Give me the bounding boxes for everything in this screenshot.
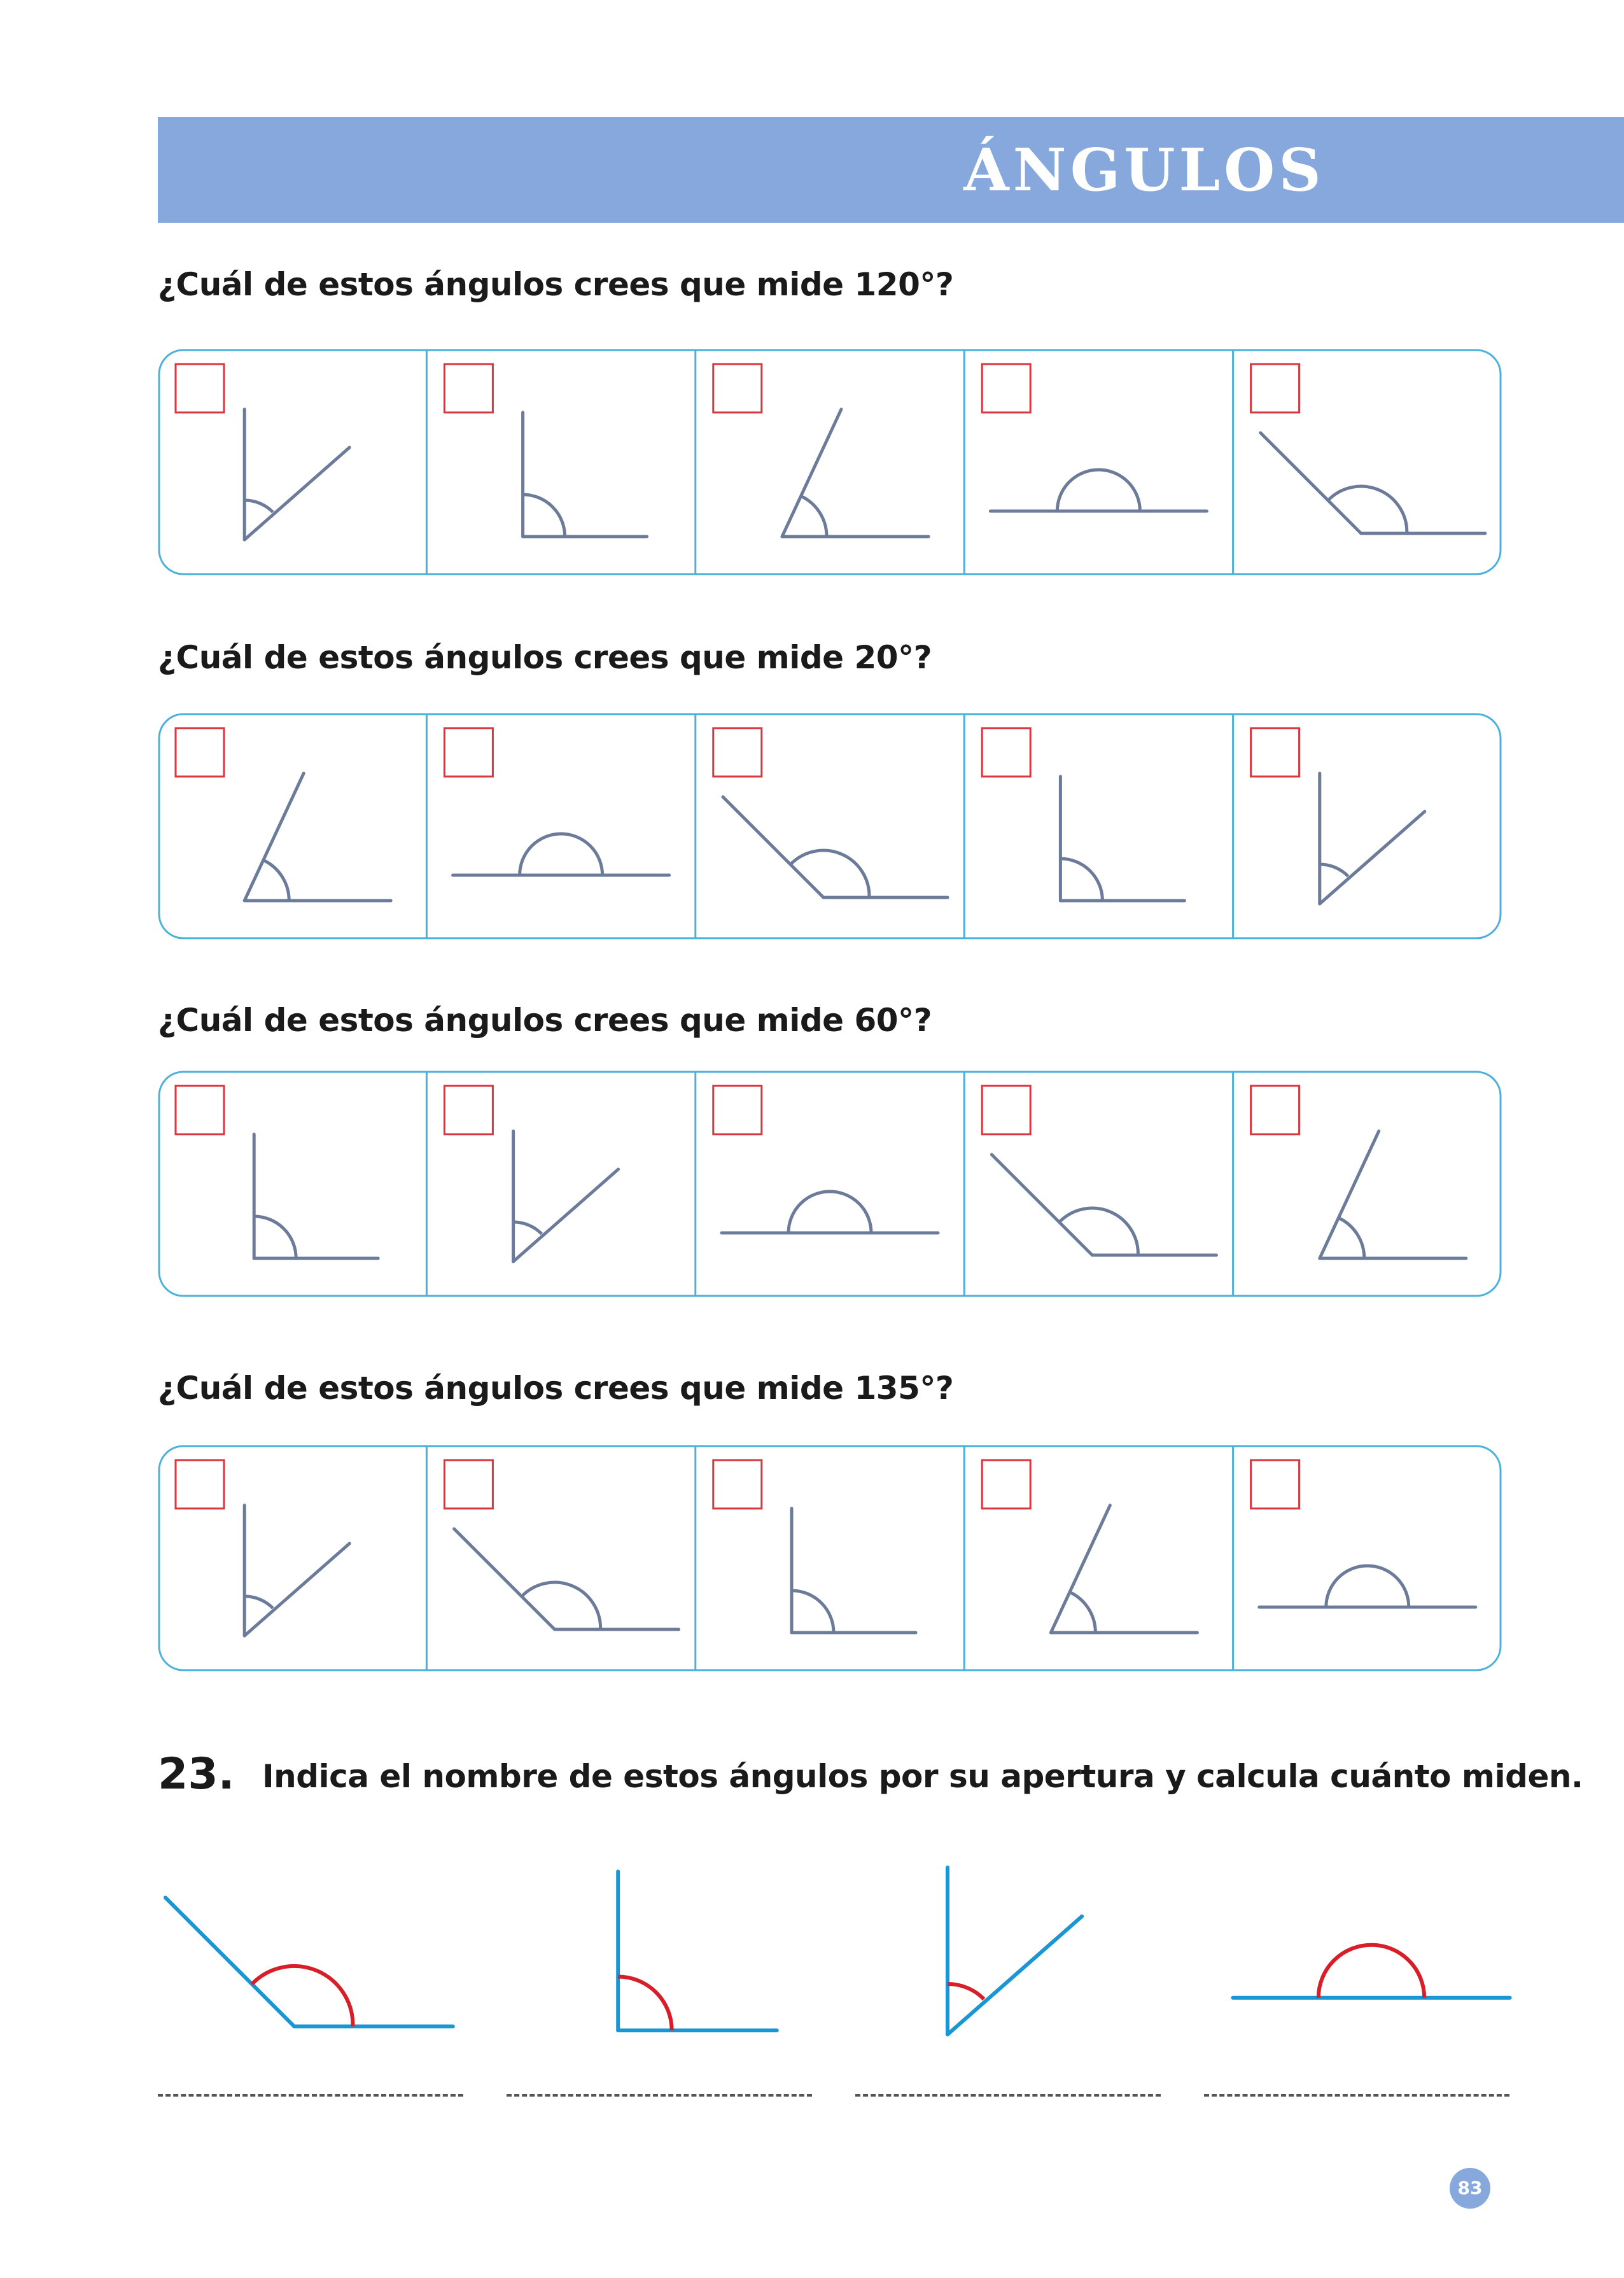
question-1-panel <box>158 349 1502 575</box>
answer-checkbox[interactable] <box>1251 1460 1299 1508</box>
answer-checkbox[interactable] <box>176 1086 224 1134</box>
angle-figure-90 <box>1060 777 1184 901</box>
angle-figure-45 <box>514 1131 619 1262</box>
answer-checkbox[interactable] <box>1251 1086 1299 1134</box>
answer-line-4[interactable] <box>1204 2094 1509 2097</box>
answer-line-2[interactable] <box>507 2094 812 2097</box>
angle-figure-60 <box>1320 1131 1466 1258</box>
answer-checkbox[interactable] <box>444 1460 493 1508</box>
angle-figure-180 <box>453 834 669 875</box>
exercise-angles <box>0 1833 1624 2037</box>
answer-checkbox[interactable] <box>713 728 762 777</box>
angle-figure-180 <box>990 470 1207 511</box>
exercise-number: 23. <box>158 1749 235 1799</box>
angle-figure-45 <box>244 409 349 540</box>
answer-line-3[interactable] <box>855 2094 1161 2097</box>
answer-checkbox[interactable] <box>713 1086 762 1134</box>
page-title: ÁNGULOS <box>963 136 1325 204</box>
answer-checkbox[interactable] <box>982 1460 1030 1508</box>
exercise-angle-180 <box>1233 1945 1509 1998</box>
exercise-angle-45 <box>948 1867 1082 2034</box>
answer-checkbox[interactable] <box>176 1460 224 1508</box>
angle-figure-180 <box>722 1192 938 1233</box>
exercise-angle-90 <box>618 1871 777 2030</box>
answer-checkbox[interactable] <box>1251 728 1299 777</box>
exercise-angle-135 <box>165 1897 453 2026</box>
question-2-prompt: ¿Cuál de estos ángulos crees que mide 20°? <box>158 639 932 676</box>
answer-checkbox[interactable] <box>444 728 493 777</box>
answer-checkbox[interactable] <box>982 364 1030 412</box>
question-1-prompt: ¿Cuál de estos ángulos crees que mide 120°? <box>158 266 954 303</box>
question-3-panel <box>158 1071 1502 1297</box>
angle-figure-135 <box>991 1155 1216 1255</box>
exercise-instruction: Indica el nombre de estos ángulos por su apertura y calcula cuánto miden. <box>262 1758 1583 1795</box>
answer-checkbox[interactable] <box>444 1086 493 1134</box>
angle-figure-90 <box>523 412 647 537</box>
angle-figure-60 <box>244 773 391 901</box>
angle-figure-45 <box>1320 773 1425 904</box>
angle-figure-60 <box>1051 1505 1197 1633</box>
title-banner <box>158 117 1624 223</box>
angle-figure-60 <box>782 409 928 537</box>
angle-figure-45 <box>244 1505 349 1636</box>
angle-figure-90 <box>254 1134 378 1258</box>
question-3-prompt: ¿Cuál de estos ángulos crees que mide 60°? <box>158 1002 932 1039</box>
answer-checkbox[interactable] <box>982 728 1030 777</box>
angle-figure-135 <box>454 1529 679 1629</box>
answer-checkbox[interactable] <box>982 1086 1030 1134</box>
answer-checkbox[interactable] <box>713 364 762 412</box>
angle-figure-90 <box>792 1508 916 1633</box>
question-2-panel <box>158 713 1502 939</box>
answer-checkbox[interactable] <box>444 364 493 412</box>
angle-figure-135 <box>723 797 948 897</box>
page-number: 83 <box>1450 2168 1490 2209</box>
answer-checkbox[interactable] <box>176 364 224 412</box>
answer-checkbox[interactable] <box>176 728 224 777</box>
question-4-panel <box>158 1445 1502 1671</box>
answer-line-1[interactable] <box>158 2094 463 2097</box>
question-4-prompt: ¿Cuál de estos ángulos crees que mide 135°? <box>158 1370 954 1407</box>
angle-figure-135 <box>1261 433 1485 533</box>
answer-checkbox[interactable] <box>1251 364 1299 412</box>
angle-figure-180 <box>1259 1566 1476 1607</box>
answer-checkbox[interactable] <box>713 1460 762 1508</box>
